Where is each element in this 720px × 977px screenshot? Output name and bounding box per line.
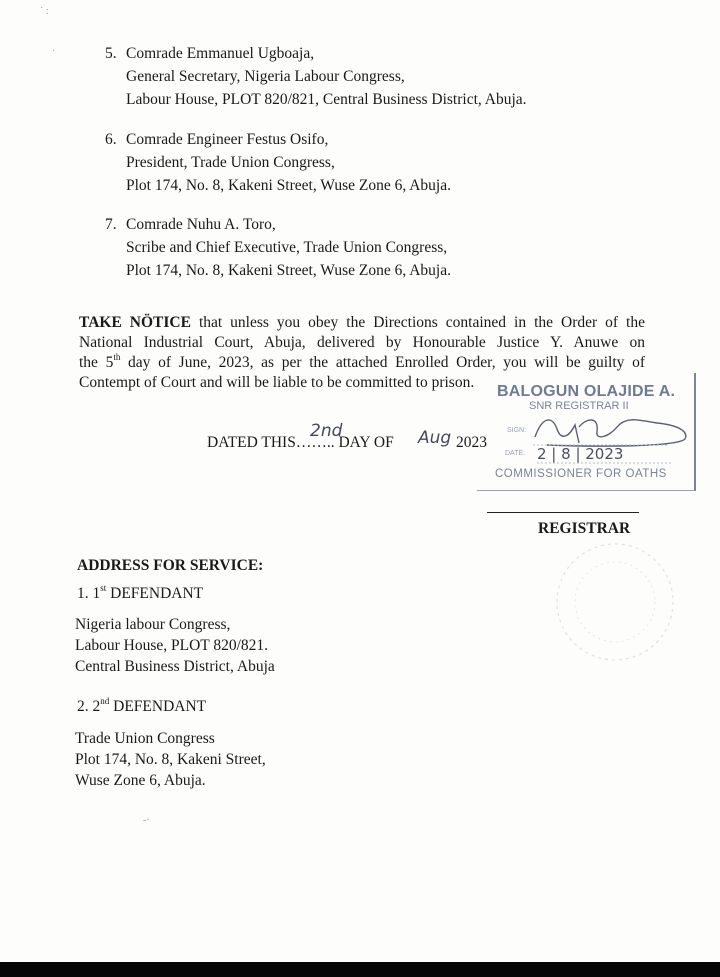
stamp-footer: COMMISSIONER FOR OATHS — [495, 468, 667, 480]
dated-prefix: DATED THIS…….. DAY OF — [207, 434, 394, 451]
defendant-name: Nigeria labour Congress, — [75, 616, 231, 633]
notice-line-4: Contempt of Court and will be liable to be committed to prison. — [79, 374, 475, 391]
ordinal-suffix: th — [113, 351, 121, 362]
notice-line-2: National Industrial Court, Abuja, delivered by Honourable Justice Y. Anuwe on — [79, 334, 645, 351]
address-heading: ADDRESS FOR SERVICE: — [77, 557, 264, 574]
respondent-title: President, Trade Union Congress, — [126, 154, 335, 171]
defendant-label: 1. 1st DEFENDANT — [77, 582, 204, 602]
respondent-address: Labour House, PLOT 820/821, Central Business District, Abuja. — [126, 91, 527, 108]
notice-text: the 5 — [79, 354, 114, 371]
scan-mark: -· — [143, 815, 150, 826]
stamp-date-label: DATE: — [505, 450, 526, 457]
notice-line-1 — [79, 313, 645, 333]
stamp-rank: SNR REGISTRAR II — [529, 400, 629, 412]
defendant-address-line: Wuse Zone 6, Abuja. — [75, 772, 206, 789]
scan-mark: · — [52, 46, 56, 57]
stamp-sign-label: SIGN: — [507, 427, 527, 434]
scan-marks: ˙ : — [40, 6, 49, 17]
notice-text: day of June, 2023, as per the attached Enrolled Order, you will be guilty of — [128, 354, 645, 371]
stamp-date-value: 2 | 8 | 2023 — [537, 445, 624, 463]
dated-year: 2023 — [456, 434, 487, 451]
defendant-address-line: Central Business District, Abuja — [75, 658, 275, 675]
notice-text: that unless you obey the Directions contained in the Order of the — [198, 314, 645, 331]
defendant-address-line: Plot 174, No. 8, Kakeni Street, — [75, 751, 266, 768]
respondent-address: Plot 174, No. 8, Kakeni Street, Wuse Zone 6, Abuja. — [126, 262, 451, 279]
respondent-number: 6. — [105, 131, 117, 148]
registrar-label: REGISTRAR — [538, 520, 631, 537]
respondent-title: Scribe and Chief Executive, Trade Union Congress, — [126, 239, 448, 256]
respondent-name: Comrade Nuhu A. Toro, — [126, 216, 276, 233]
date-underline — [537, 461, 677, 465]
defendant-label: 2. 2nd DEFENDANT — [77, 695, 207, 715]
defendant-name: Trade Union Congress — [75, 730, 215, 747]
handwritten-month: Aug — [418, 428, 452, 448]
handwritten-day: 2nd — [310, 421, 343, 441]
notice-line-3 — [79, 353, 645, 373]
respondent-name: Comrade Emmanuel Ugboaja, — [126, 45, 315, 62]
respondent-number: 7. — [105, 216, 117, 233]
respondent-name: Comrade Engineer Festus Osifo, — [126, 131, 329, 148]
bottom-bar — [0, 962, 720, 977]
signature-line — [487, 512, 639, 513]
notice-lead: TAKE NÖTICE — [79, 314, 191, 331]
court-seal-watermark — [540, 540, 690, 670]
stamp-name: BALOGUN OLAJIDE A. — [497, 383, 676, 400]
respondent-title: General Secretary, Nigeria Labour Congress, — [126, 68, 405, 85]
commissioner-stamp — [477, 373, 696, 491]
defendant-address-line: Labour House, PLOT 820/821. — [75, 637, 269, 654]
signature-scribble — [517, 407, 692, 452]
respondent-number: 5. — [105, 45, 117, 62]
respondent-address: Plot 174, No. 8, Kakeni Street, Wuse Zone 6, Abuja. — [126, 177, 451, 194]
